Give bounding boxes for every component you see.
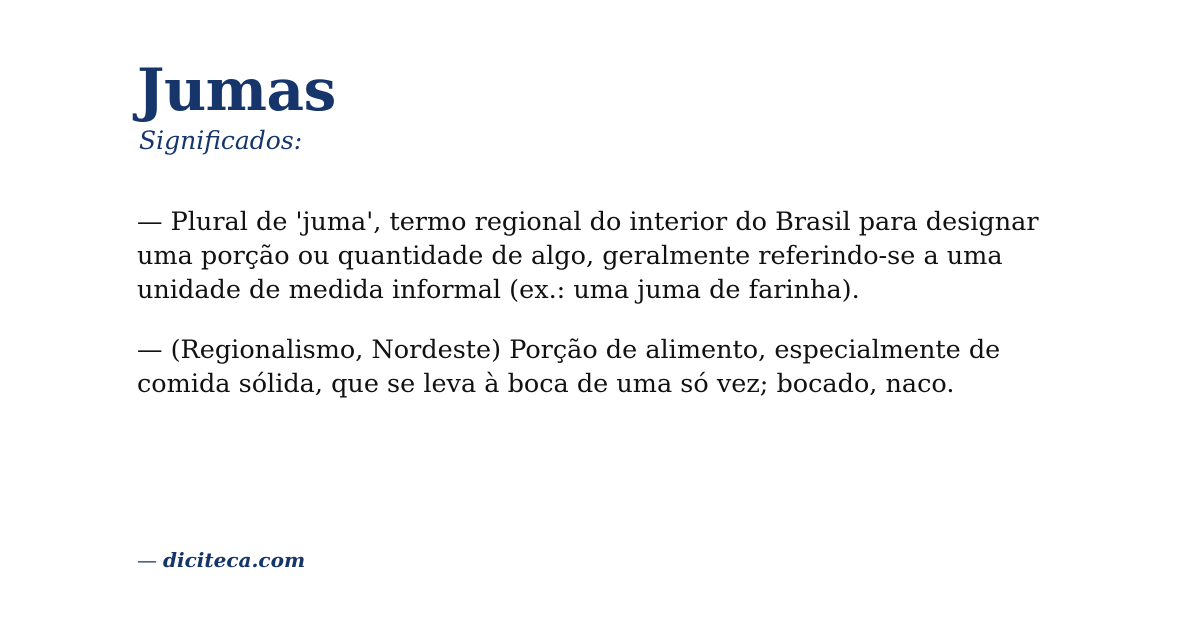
definition-list [137, 206, 1060, 402]
subtitle-meanings-label: Significados: [139, 125, 303, 155]
list-item: — Plural de 'juma', termo regional do interior do Brasil para designar uma porção ou quantidade de algo, geralmente referindo-se a uma unidade de medida informal (ex.: uma juma de farinha). [137, 207, 1039, 306]
source-attribution [137, 548, 305, 572]
list-item: — (Regionalismo, Nordeste) Porção de alimento, especialmente de comida sólida, que se leva à boca de uma só vez; bocado, naco. [137, 335, 1001, 400]
em-dash-icon: — [137, 548, 157, 572]
source-name: diciteca.com [163, 548, 306, 572]
page-title: Jumas [137, 56, 336, 124]
